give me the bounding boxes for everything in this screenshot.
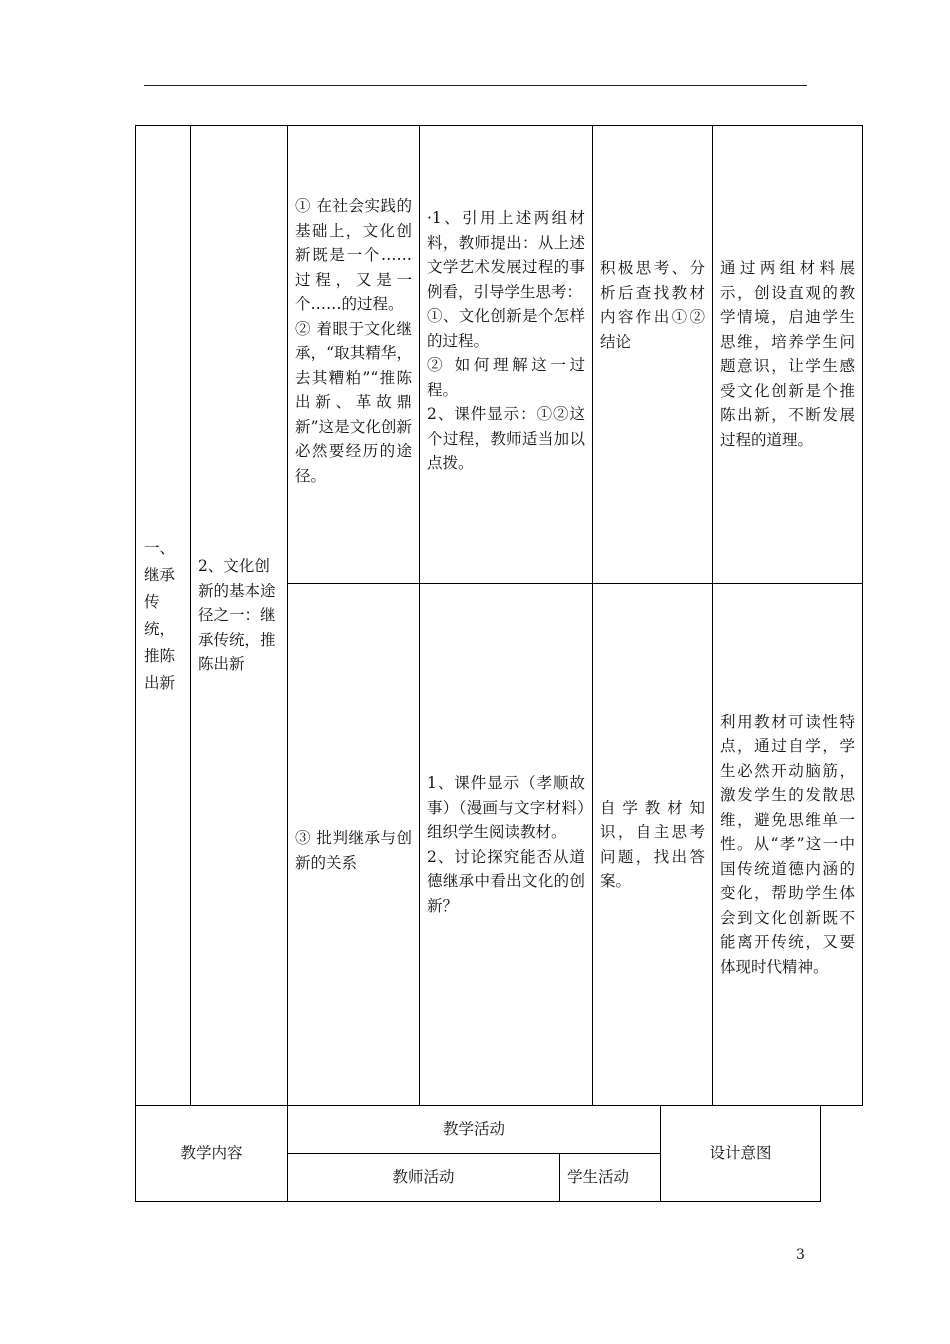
header-teacher: 教师活动 (288, 1154, 560, 1202)
content-cell-2: ③ 批判继承与创新的关系 (288, 584, 420, 1106)
teacher-activity-cell-2: 1、课件显示（孝顺故事）（漫画与文字材料）组织学生阅读教材。 2、讨论探究能否从道德继承中看出文化的创新？ (420, 584, 593, 1106)
table-row (136, 126, 863, 584)
header-activity: 教学活动 (288, 1106, 661, 1154)
lesson-plan-table (135, 125, 863, 1106)
subsection-cell: 2、文化创新的基本途径之一：继承传统，推陈出新 (191, 126, 288, 1106)
table-header-block (135, 1105, 821, 1202)
section-cell: 一、继承传统，推陈出新 (136, 126, 191, 1106)
header-intent: 设计意图 (661, 1106, 821, 1202)
header-rule (144, 85, 807, 86)
content-cell-1: ① 在社会实践的基础上，文化创新既是一个……过程，又是一个……的过程。 ② 着眼于文化继承，“取其精华，去其糟粕”“推陈出新、革故鼎新”这是文化创新必然要经历的途径。 (288, 126, 420, 584)
design-intent-cell-2: 利用教材可读性特点，通过自学，学生必然开动脑筋，激发学生的发散思维，避免思维单一性。从“孝”这一中国传统道德内涵的变化，帮助学生体会到文化创新既不能离开传统，又要体现时代精神。 (713, 584, 863, 1106)
table-row (136, 1106, 821, 1154)
header-content: 教学内容 (136, 1106, 288, 1202)
student-activity-cell-2: 自学教材知识，自主思考问题，找出答案。 (593, 584, 713, 1106)
page-number: 3 (796, 1247, 805, 1263)
student-activity-cell-1: 积极思考、分析后查找教材内容作出①②结论 (593, 126, 713, 584)
header-student: 学生活动 (560, 1154, 661, 1202)
teacher-activity-cell-1: ·1、引用上述两组材料，教师提出：从上述文学艺术发展过程的事例看，引导学生思考： ①、文化创新是个怎样的过程。 ② 如何理解这一过程。 2、课件显示：①②这个过程，教师适当加以点拨。 (420, 126, 593, 584)
design-intent-cell-1: 通过两组材料展示，创设直观的教学情境，启迪学生思维，培养学生问题意识，让学生感受文化创新是个推陈出新，不断发展过程的道理。 (713, 126, 863, 584)
